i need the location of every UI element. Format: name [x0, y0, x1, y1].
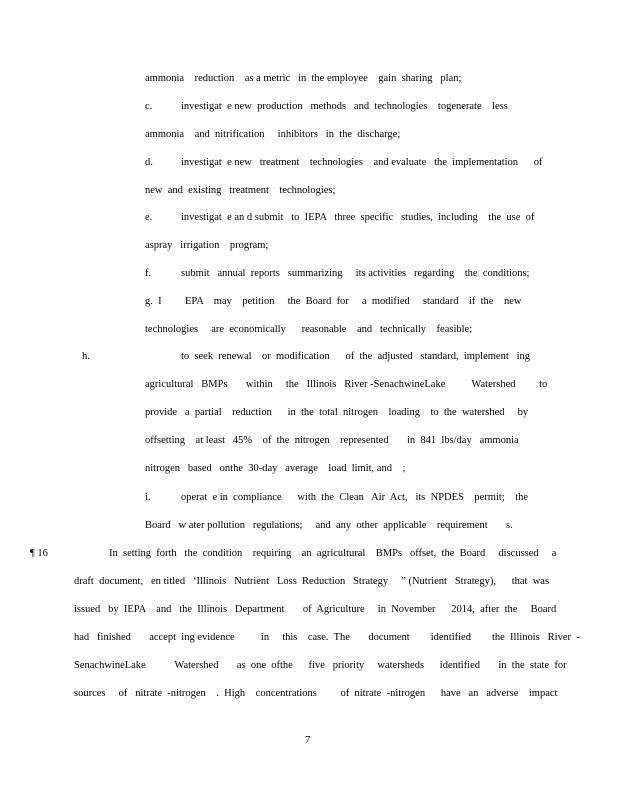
list-item-h-line-2: agricultural BMPs within the Illinois River -SenachwineLake Watershed to [145, 379, 548, 390]
list-item-f-line-1: submit annual reports summarizing its activities regarding the conditions; [181, 268, 530, 279]
list-marker-c: c. [145, 101, 153, 112]
list-item-c-line-1: investigat e new production methods and technologies togenerate less [181, 101, 508, 112]
paragraph-16-line-6: sources of nitrate -nitrogen . High concentrations of nitrate -nitrogen have an adverse impact [74, 688, 558, 699]
list-item-i-line-1: operat e in compliance with the Clean Air Act, its NPDES permit; the [181, 492, 529, 503]
list-marker-e: e. [145, 212, 153, 223]
list-item-e-line-2: aspray irrigation program; [145, 240, 269, 251]
list-marker-h: h. [82, 351, 90, 362]
list-item-d-line-1: investigat e new treatment technologies and evaluate the implementation of [181, 157, 543, 168]
list-item-g-line-2: technologies are economically reasonable and technically feasible; [145, 324, 473, 335]
list-item-h-line-1: to seek renewal or modification of the adjusted standard, implement ing [181, 351, 531, 362]
paragraph-16-line-2: draft document, en titled ‘Illinois Nutrient Loss Reduction Strategy ” (Nutrient Strategy), that was [74, 576, 550, 587]
list-item-c-line-2: ammonia and nitrification inhibitors in the discharge; [145, 129, 401, 140]
list-item-h-line-5: nitrogen based onthe 30-day average load limit, and ; [145, 463, 406, 474]
paragraph-16-line-5: SenachwineLake Watershed as one ofthe five priority watersheds identified in the state for [74, 660, 567, 671]
list-item-h-line-4: offsetting at least 45% of the nitrogen represented in 841 lbs/day ammonia [145, 435, 519, 446]
paragraph-marker: ¶ 16 [30, 548, 48, 559]
text-line: ammonia reduction as a metric in the employee gain sharing plan; [145, 73, 462, 84]
list-marker-f: f. [145, 268, 152, 279]
list-item-e-line-1: investigat e an d submit to IEPA three specific studies, including the use of [181, 212, 535, 223]
paragraph-16-line-4: had finished accept ing evidence in this case. The document identified the Illinois River - [74, 632, 580, 643]
list-item-h-line-3: provide a partial reduction in the total nitrogen loading to the watershed by [145, 407, 529, 418]
list-item-d-line-2: new and existing treatment technologies; [145, 185, 336, 196]
paragraph-16-line-3: issued by IEPA and the Illinois Department of Agriculture in November 2014, after the Board [74, 604, 557, 615]
list-marker-d: d. [145, 157, 153, 168]
list-item-i-line-2: Board w ater pollution regulations; and any other applicable requirement s. [145, 520, 513, 531]
paragraph-16-line-1: In setting forth the condition requiring an agricultural BMPs offset, the Board discussed a [109, 548, 557, 559]
list-marker-g: g. I [145, 296, 162, 307]
page-number: 7 [305, 735, 311, 746]
list-item-g-line-1: EPA may petition the Board for a modified standard if the new [185, 296, 522, 307]
list-marker-i: i. [145, 492, 151, 503]
